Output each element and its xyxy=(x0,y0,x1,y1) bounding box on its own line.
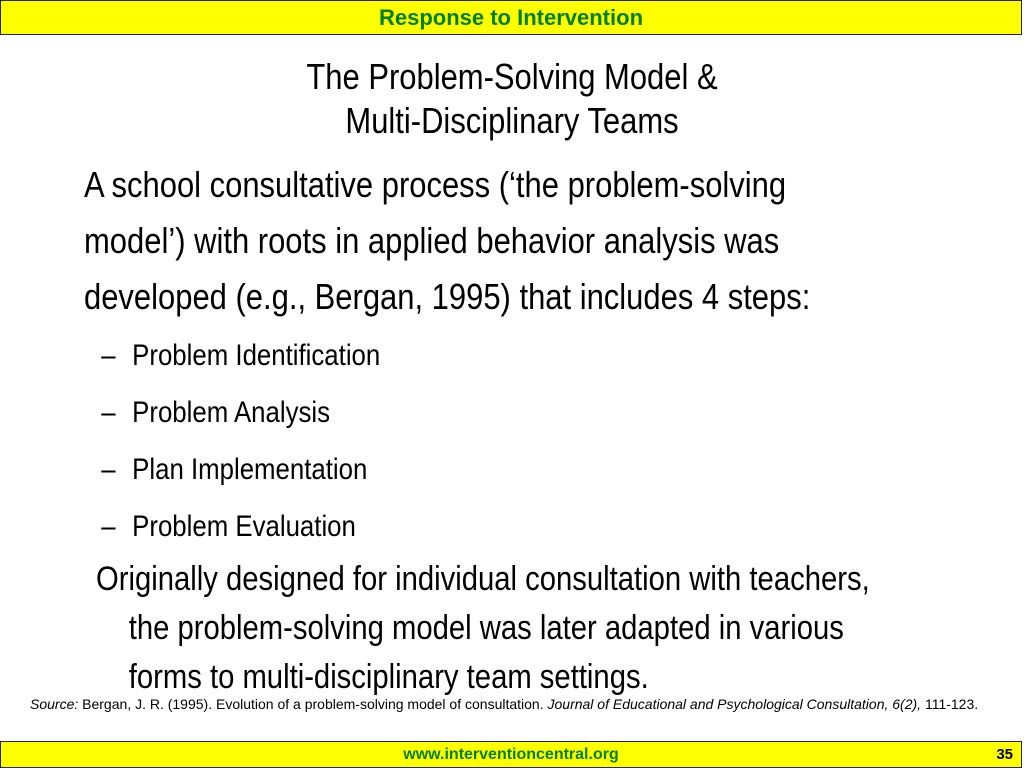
slide-title-line-1: The Problem-Solving Model & xyxy=(306,56,718,97)
footer-bar xyxy=(0,741,1022,768)
step-label: Plan Implementation xyxy=(132,453,368,486)
source-label: Source: xyxy=(30,696,79,712)
list-item xyxy=(84,384,970,441)
source-journal: Journal of Educational and Psychological Consultation, 6(2), xyxy=(547,696,922,712)
intro-line-2: model’) with roots in applied behavior analysis was xyxy=(84,220,780,261)
steps-list xyxy=(84,327,970,555)
list-item xyxy=(84,441,970,498)
header-title: Response to Intervention xyxy=(378,5,644,30)
slide-title-line-2: Multi-Disciplinary Teams xyxy=(345,100,679,141)
intro-paragraph xyxy=(84,157,970,325)
intro-line-3: developed (e.g., Bergan, 1995) that includes 4 steps: xyxy=(84,276,811,317)
step-label: Problem Analysis xyxy=(132,396,331,429)
step-label: Problem Identification xyxy=(132,339,381,372)
header-bar xyxy=(0,0,1022,35)
outro-line-2: the problem-solving model was later adapted in various xyxy=(128,609,844,647)
dash-bullet: – xyxy=(101,453,116,486)
outro-paragraph xyxy=(84,555,970,702)
step-label: Problem Evaluation xyxy=(132,510,356,543)
list-item xyxy=(84,327,970,384)
source-text-1: Bergan, J. R. (1995). Evolution of a problem-solving model of consultation. xyxy=(78,696,548,712)
slide-body xyxy=(84,157,970,702)
footer-url[interactable]: www.interventioncentral.org xyxy=(403,746,619,763)
source-citation xyxy=(30,694,990,715)
dash-bullet: – xyxy=(101,396,116,429)
slide-title xyxy=(72,55,953,143)
dash-bullet: – xyxy=(101,339,116,372)
dash-bullet: – xyxy=(101,510,116,543)
outro-line-3: forms to multi-disciplinary team settings. xyxy=(128,658,649,696)
source-text-2: 111-123. xyxy=(921,696,979,712)
list-item xyxy=(84,498,970,555)
outro-line-1: Originally designed for individual consultation with teachers, xyxy=(96,560,870,598)
page-number: 35 xyxy=(996,746,1013,763)
intro-line-1: A school consultative process (‘the problem-solving xyxy=(84,164,787,205)
